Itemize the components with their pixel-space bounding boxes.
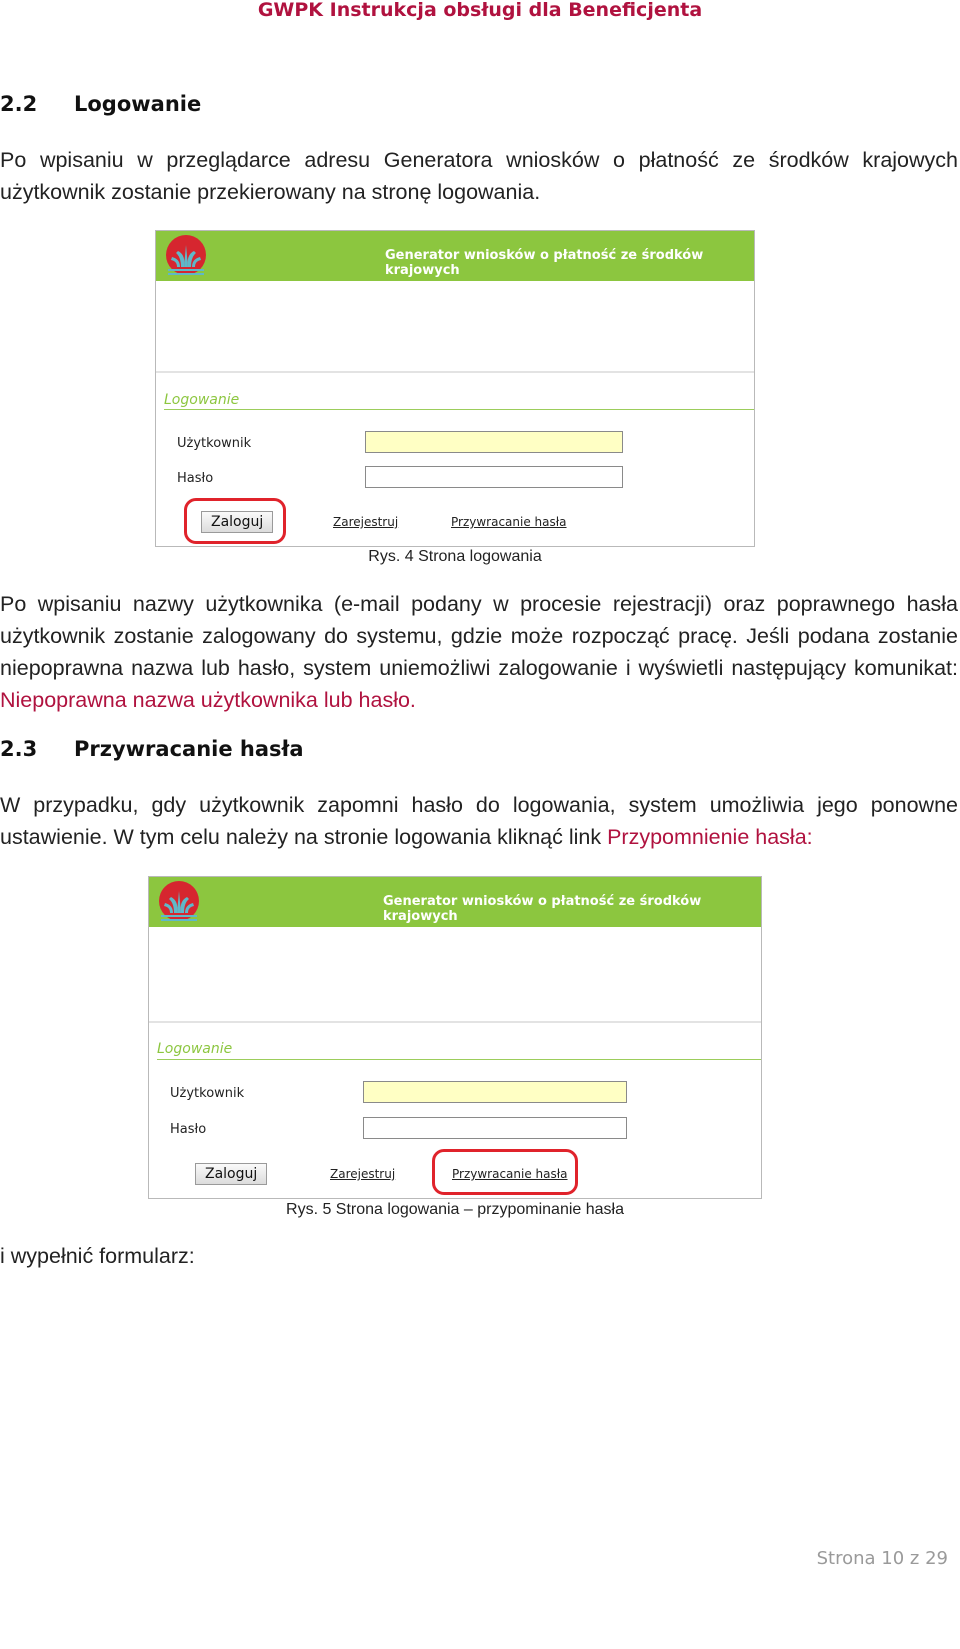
login-underline — [157, 1059, 761, 1060]
app-title: Generator wniosków o płatność ze środków krajowych — [385, 248, 704, 278]
login-result-text: Po wpisaniu nazwy użytkownika (e-mail podany w procesie rejestracji) oraz poprawnego hasła użytkownik zostanie zalogowany do systemu, gdzie może rozpocząć pracę. Jeśli podana zostanie niepoprawna nazwa lub hasło, system uniemożliwi zalogowanie i wyświetli następujący komunikat: — [0, 592, 958, 680]
error-message: Niepoprawna nazwa użytkownika lub hasło. — [0, 688, 416, 712]
section-title: Logowanie — [74, 92, 202, 116]
app-title: Generator wniosków o płatność ze środków krajowych — [383, 894, 702, 924]
section-heading-logowanie — [0, 92, 201, 116]
logo-icon — [164, 233, 208, 279]
username-label: Użytkownik — [170, 1086, 245, 1101]
intro-text: Po wpisaniu w przeglądarce adresu Generatora wniosków o płatność ze środków krajowych użytkownik zostanie przekierowany na stronę logowania. — [0, 148, 958, 204]
login-button[interactable]: Zaloguj — [195, 1163, 267, 1185]
username-input[interactable] — [363, 1081, 627, 1103]
username-label: Użytkownik — [177, 436, 252, 451]
figure-5-caption: Rys. 5 Strona logowania – przypominanie hasła — [286, 1201, 624, 1218]
logo-icon — [157, 879, 201, 925]
closing-paragraph — [0, 1240, 958, 1272]
password-reset-paragraph — [0, 789, 958, 853]
password-reset-screenshot — [148, 876, 762, 1199]
login-page-screenshot — [155, 230, 755, 547]
figure-4-caption: Rys. 4 Strona logowania — [368, 548, 542, 565]
divider — [149, 1021, 761, 1023]
login-button[interactable]: Zaloguj — [201, 511, 273, 533]
password-reset-text: W przypadku, gdy użytkownik zapomni hasło do logowania, system umożliwia jego ponowne ustawienie. W tym celu należy na stronie logowania kliknąć link — [0, 793, 958, 849]
password-reset-link[interactable]: Przywracanie hasła — [452, 1167, 568, 1181]
section-heading-przywracanie — [0, 737, 304, 761]
highlight-password-reset-link — [432, 1149, 578, 1195]
login-section-title: Logowanie — [157, 1041, 233, 1057]
closing-text: i wypełnić formularz: — [0, 1244, 195, 1268]
highlight-login-button — [184, 498, 286, 544]
page-number: Strona 10 z 29 — [816, 1548, 948, 1569]
register-link[interactable]: Zarejestruj — [330, 1167, 396, 1181]
document-header-title: GWPK Instrukcja obsługi dla Beneficjenta — [257, 0, 703, 21]
password-input[interactable] — [365, 466, 623, 488]
login-underline — [164, 409, 754, 410]
username-input[interactable] — [365, 431, 623, 453]
section-title: Przywracanie hasła — [74, 737, 304, 761]
password-label: Hasło — [170, 1122, 207, 1137]
password-input[interactable] — [363, 1117, 627, 1139]
login-result-paragraph — [0, 588, 958, 716]
section-number: 2.2 — [0, 92, 38, 116]
section-number: 2.3 — [0, 737, 38, 761]
password-label: Hasło — [177, 471, 214, 486]
divider — [156, 371, 754, 373]
password-reminder-link[interactable]: Przypomnienie hasła: — [607, 825, 813, 849]
register-link[interactable]: Zarejestruj — [333, 515, 399, 529]
login-section-title: Logowanie — [164, 392, 240, 408]
intro-paragraph — [0, 144, 958, 208]
password-reset-link[interactable]: Przywracanie hasła — [451, 515, 567, 529]
